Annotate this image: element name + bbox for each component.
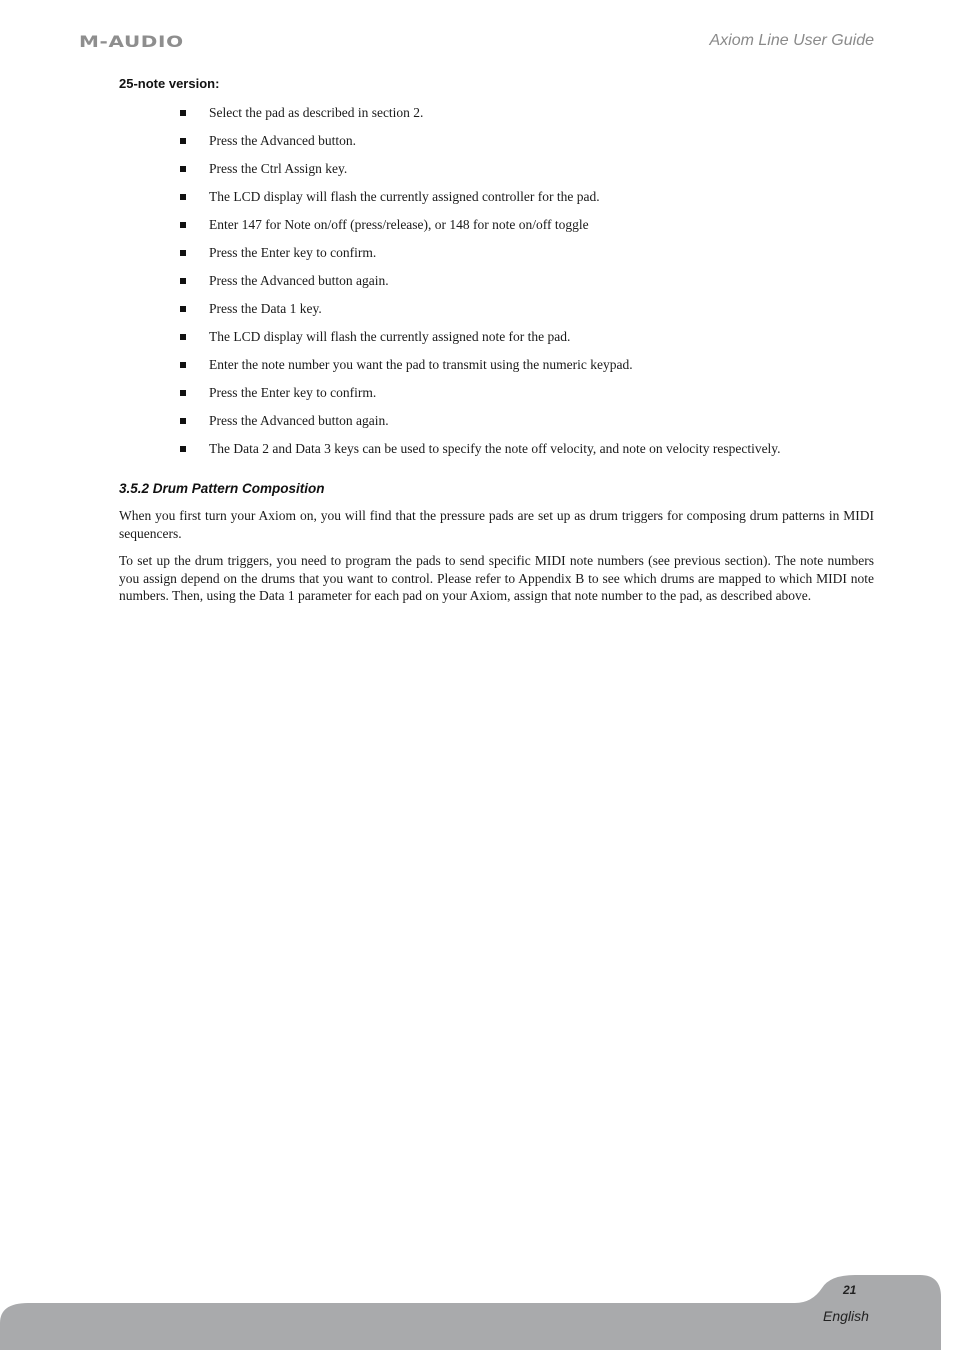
list-item bbox=[180, 131, 781, 159]
footer-band bbox=[0, 1275, 941, 1350]
list-item-text: Enter the note number you want the pad to transmit using the numeric keypad. bbox=[209, 357, 633, 372]
list-item bbox=[180, 243, 781, 271]
list-item-text: Press the Enter key to confirm. bbox=[209, 385, 377, 400]
list-item bbox=[180, 383, 781, 411]
list-item-text: Select the pad as described in section 2. bbox=[209, 105, 424, 120]
list-item bbox=[180, 159, 781, 187]
bullet-square-icon bbox=[180, 194, 186, 200]
list-item-text: Press the Enter key to confirm. bbox=[209, 245, 377, 260]
bullet-square-icon bbox=[180, 138, 186, 144]
list-item bbox=[180, 215, 781, 243]
bullet-square-icon bbox=[180, 362, 186, 368]
page-number: 21 bbox=[843, 1283, 857, 1297]
bullet-square-icon bbox=[180, 222, 186, 228]
version-heading: 25-note version: bbox=[119, 76, 220, 91]
list-item-text: The LCD display will flash the currently assigned note for the pad. bbox=[209, 329, 571, 344]
list-item-text: Press the Advanced button. bbox=[209, 133, 356, 148]
list-item bbox=[180, 439, 781, 467]
list-item bbox=[180, 187, 781, 215]
list-item-text: Press the Data 1 key. bbox=[209, 301, 322, 316]
list-item bbox=[180, 411, 781, 439]
list-item bbox=[180, 299, 781, 327]
bullet-square-icon bbox=[180, 334, 186, 340]
bullet-square-icon bbox=[180, 306, 186, 312]
list-item-text: Enter 147 for Note on/off (press/release), or 148 for note on/off toggle bbox=[209, 217, 589, 232]
footer-language: English bbox=[823, 1308, 869, 1324]
bullet-square-icon bbox=[180, 418, 186, 424]
list-item bbox=[180, 327, 781, 355]
list-item-text: Press the Advanced button again. bbox=[209, 273, 389, 288]
bullet-square-icon bbox=[180, 446, 186, 452]
list-item bbox=[180, 355, 781, 383]
list-item-text: Press the Ctrl Assign key. bbox=[209, 161, 348, 176]
footer-band-shape bbox=[0, 1275, 941, 1350]
body-paragraph: To set up the drum triggers, you need to program the pads to send specific MIDI note numbers (see previous section). The note numbers you assign depend on the drums that you want to control. Please refer to Appendix B to see which drums are mapped to which MIDI note numbers. Then, using the Data 1 parameter for each pad on your Axiom, assign that note number to the pad, as described above. bbox=[119, 553, 874, 603]
list-item-text: Press the Advanced button again. bbox=[209, 413, 389, 428]
list-item bbox=[180, 103, 781, 131]
bullet-square-icon bbox=[180, 278, 186, 284]
bullet-square-icon bbox=[180, 166, 186, 172]
bullet-square-icon bbox=[180, 250, 186, 256]
brand-logo: M-AUDIO bbox=[79, 32, 184, 51]
guide-title: Axiom Line User Guide bbox=[709, 32, 874, 49]
list-item-text: The LCD display will flash the currently assigned controller for the pad. bbox=[209, 189, 600, 204]
bullet-square-icon bbox=[180, 390, 186, 396]
steps-list bbox=[180, 103, 781, 467]
list-item bbox=[180, 271, 781, 299]
body-paragraph: When you first turn your Axiom on, you will find that the pressure pads are set up as drum triggers for composing drum patterns in MIDI sequencers. bbox=[119, 508, 874, 541]
list-item-text: The Data 2 and Data 3 keys can be used to specify the note off velocity, and note on velocity respectively. bbox=[209, 441, 781, 456]
section-heading: 3.5.2 Drum Pattern Composition bbox=[119, 481, 325, 496]
bullet-square-icon bbox=[180, 110, 186, 116]
